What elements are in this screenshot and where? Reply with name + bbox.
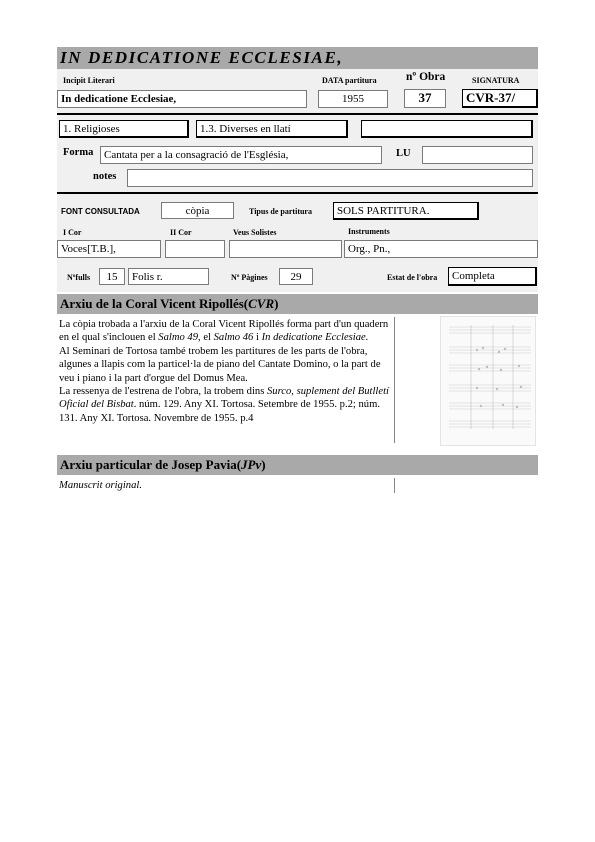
category-field-3[interactable]: [361, 120, 533, 138]
iicor-label: II Cor: [170, 228, 192, 237]
cvr-title-text: Arxiu de la Coral Vicent Ripollés(: [60, 296, 249, 311]
cvr-p1-text-c: i: [253, 332, 262, 344]
jpv-description: Manuscrit original.: [59, 480, 142, 491]
cvr-p1-text-b: , el: [198, 332, 214, 344]
jpv-title-close: ): [261, 457, 266, 472]
forma-label: Forma: [63, 147, 94, 158]
category-field-1[interactable]: 1. Religioses: [59, 120, 189, 138]
category-field-2[interactable]: 1.3. Diverses en llatí: [196, 120, 348, 138]
nfulls-label: Nºfulls: [67, 273, 91, 282]
cvr-p1-title-c: In dedicatione Ecclesiae.: [261, 332, 369, 344]
incipit-label: Incipit Literari: [63, 76, 115, 85]
jpv-column-divider: [394, 478, 395, 493]
lu-field[interactable]: [422, 146, 533, 164]
veus-solistes-label: Veus Solistes: [233, 228, 277, 237]
page-title: IN DEDICATIONE ECCLESIAE,: [60, 48, 344, 67]
cvr-p1-text: La còpia trobada a l'arxiu de la Coral Vicent Ripollés forma part d'un quadern en el qual s'inclouen el: [59, 319, 389, 344]
data-label: DATA partitura: [322, 76, 377, 85]
cvr-p3-text-b: . núm. 129. Any XI. Tortosa. Setembre de 1955. p.2; núm. 131. Any XI. Tortosa. Novembre de 1955. p.4: [59, 399, 380, 424]
cvr-title-close: ): [274, 296, 279, 311]
folis-field[interactable]: Folis r.: [128, 268, 209, 285]
tipus-label: Tipus de partitura: [249, 207, 312, 216]
estat-label: Estat de l'obra: [387, 273, 438, 282]
cvr-paragraph-3: [59, 385, 393, 425]
font-consultada-label: FONT CONSULTADA: [61, 207, 140, 216]
cvr-paragraph-2: Al Seminari de Tortosa també trobem les partitures de les parts de l'obra, algunes a llapis com la particel·la de piano del Cantate Domino, o la part de veu i piano i la part d'orgue del Domus Mea.: [59, 345, 381, 384]
obra-field[interactable]: 37: [404, 89, 446, 108]
notes-label: notes: [93, 171, 117, 182]
npagines-field[interactable]: 29: [279, 268, 313, 285]
forma-field[interactable]: Cantata per a la consagració de l'Església,: [100, 146, 382, 164]
data-field[interactable]: 1955: [318, 90, 388, 108]
instruments-label: Instruments: [348, 227, 390, 236]
score-thumbnail: [440, 316, 536, 446]
signatura-field[interactable]: CVR-37/: [462, 89, 538, 108]
iicor-field[interactable]: [165, 240, 225, 258]
obra-label: nº Obra: [406, 71, 446, 83]
font-consultada-field[interactable]: còpia: [161, 202, 234, 219]
icor-field[interactable]: Voces[T.B.],: [57, 240, 161, 258]
cvr-p1-title-b: Salmo 46: [213, 332, 254, 344]
nfulls-field[interactable]: 15: [99, 268, 125, 285]
cvr-p3-publication: Surco, suplement del Butlletí Oficial del Bisbat: [59, 386, 389, 411]
instruments-field[interactable]: Org., Pn.,: [344, 240, 538, 258]
signatura-label: SIGNATURA: [472, 76, 520, 85]
notes-field[interactable]: [127, 169, 533, 187]
cvr-paragraph-1: [59, 318, 393, 345]
jpv-title-text: Arxiu particular de Josep Pavia(: [60, 457, 242, 472]
cvr-p1-title-a: Salmo 49: [158, 332, 199, 344]
incipit-field[interactable]: In dedicatione Ecclesiae,: [57, 90, 307, 108]
cvr-description: [59, 318, 393, 425]
jpv-abbr: JPv: [241, 457, 262, 472]
jpv-section-title: [60, 456, 266, 474]
cvr-column-divider: [394, 317, 395, 443]
lu-label: LU: [396, 148, 411, 159]
tipus-field[interactable]: SOLS PARTITURA.: [333, 202, 479, 220]
icor-label: I Cor: [63, 228, 82, 237]
score-image: [441, 317, 537, 447]
cvr-section-title: [60, 295, 279, 313]
estat-field[interactable]: Completa: [448, 267, 537, 286]
cvr-p3-text: La ressenya de l'estrena de l'obra, la trobem dins: [59, 386, 267, 398]
npagines-label: Nº Pàgines: [231, 273, 268, 282]
cvr-abbr: CVR: [248, 296, 275, 311]
veus-solistes-field[interactable]: [229, 240, 342, 258]
